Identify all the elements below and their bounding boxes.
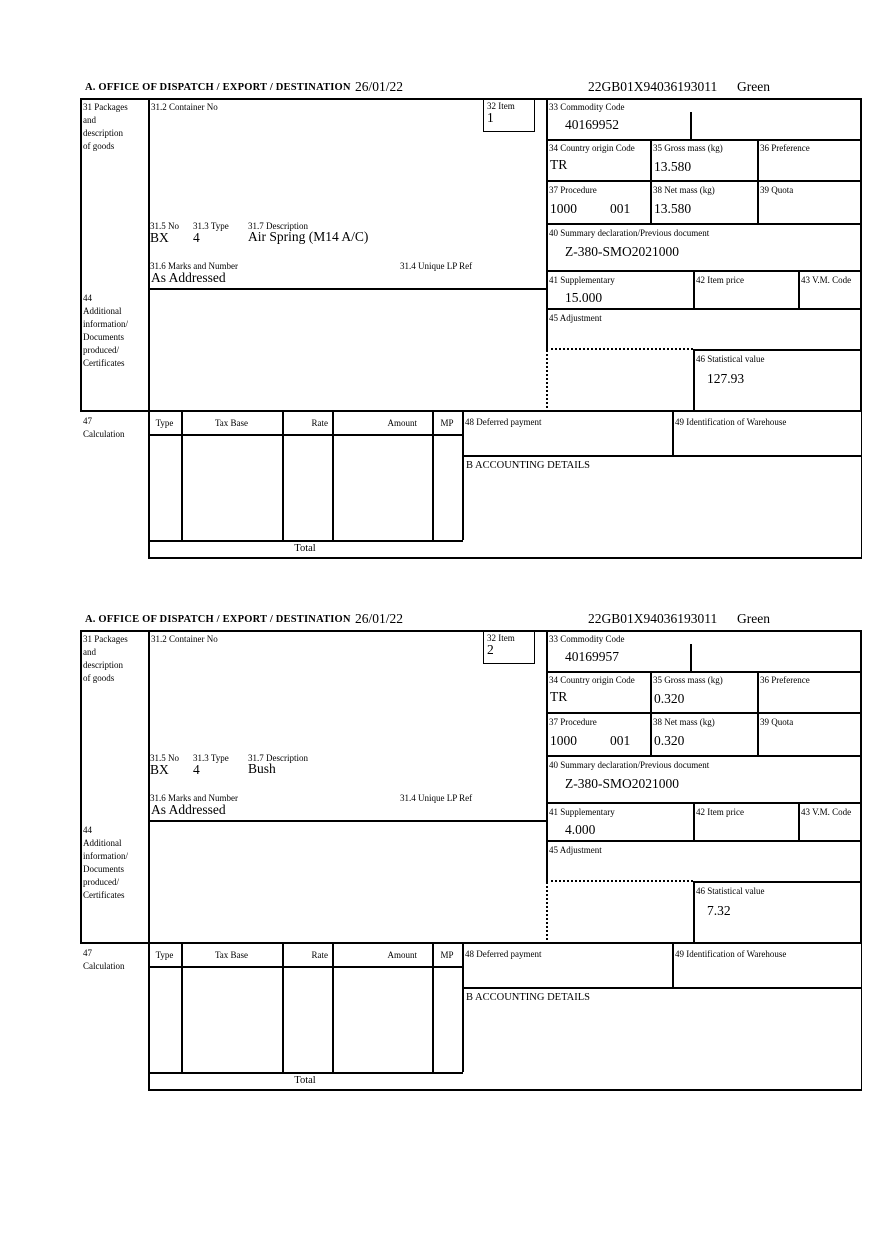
box34-label: 34 Country origin Code <box>549 143 635 153</box>
divider-line <box>546 671 862 673</box>
package-no-value: BX <box>150 230 169 245</box>
supplementary-value: 4.000 <box>565 822 596 837</box>
table-header-tax-base: Tax Base <box>214 418 249 428</box>
total-label: Total <box>294 1075 316 1086</box>
divider-line <box>462 944 464 1072</box>
box34-label: 34 Country origin Code <box>549 675 635 685</box>
divider-line <box>462 987 862 989</box>
divider-line <box>672 412 674 455</box>
divider-line <box>546 712 862 714</box>
box44-label: produced/ <box>83 877 119 887</box>
declaration-reference: 22GB01X94036193011 <box>588 611 718 626</box>
marks-value: As Addressed <box>151 270 226 285</box>
statistical-value: 7.32 <box>707 903 731 918</box>
box35-label: 35 Gross mass (kg) <box>653 675 723 685</box>
divider-line <box>693 270 695 308</box>
divider-line <box>757 139 759 223</box>
divider-line <box>546 840 862 842</box>
country-origin-value: TR <box>550 157 568 172</box>
box33-label: 33 Commodity Code <box>549 634 625 644</box>
box31-label: and <box>83 647 96 657</box>
table-header-mp: MP <box>440 950 454 960</box>
box31-label: description <box>83 128 123 138</box>
box31-label: and <box>83 115 96 125</box>
table-column-line <box>282 412 284 540</box>
table-header-line <box>148 434 463 436</box>
divider-line <box>462 455 862 457</box>
box46-label: 46 Statistical value <box>696 354 765 364</box>
box44-label: Documents <box>83 864 124 874</box>
box31-label: 31 Packages <box>83 634 128 644</box>
dotted-divider-line <box>546 880 693 882</box>
net-mass-value: 13.580 <box>654 201 692 216</box>
box31-7-label: 31.7 Description <box>248 221 308 231</box>
box44-label: information/ <box>83 319 128 329</box>
office-of-dispatch-heading: A. OFFICE OF DISPATCH / EXPORT / DESTINATION <box>85 614 351 625</box>
box48-label: 48 Deferred payment <box>465 949 542 959</box>
dotted-divider-line <box>546 348 693 350</box>
country-origin-value: TR <box>550 689 568 704</box>
divider-line <box>148 288 546 290</box>
divider-line <box>148 1072 463 1074</box>
procedure-extra-value: 001 <box>610 733 631 748</box>
box31-4-label: 31.4 Unique LP Ref <box>400 793 473 803</box>
box35-label: 35 Gross mass (kg) <box>653 143 723 153</box>
item-number-value: 1 <box>487 110 494 125</box>
box44-label: Certificates <box>83 890 125 900</box>
box37-label: 37 Procedure <box>549 185 597 195</box>
declaration-item-form <box>80 610 862 1100</box>
bottom-border-line <box>148 1089 862 1091</box>
box43-label: 43 V.M. Code <box>801 807 852 817</box>
table-column-line <box>432 944 434 1072</box>
gross-mass-value: 0.320 <box>654 691 685 706</box>
box31-3-label: 31.3 Type <box>193 753 229 763</box>
box42-label: 42 Item price <box>696 275 744 285</box>
declaration-reference: 22GB01X94036193011 <box>588 79 718 94</box>
box41-label: 41 Supplementary <box>549 807 615 817</box>
box45-label: 45 Adjustment <box>549 845 602 855</box>
table-column-line <box>181 944 183 1072</box>
table-header-type: Type <box>155 950 174 960</box>
box46-label: 46 Statistical value <box>696 886 765 896</box>
net-mass-value: 0.320 <box>654 733 685 748</box>
box39-label: 39 Quota <box>760 717 794 727</box>
declaration-date: 26/01/22 <box>355 79 404 94</box>
divider-line <box>650 671 652 755</box>
box49-label: 49 Identification of Warehouse <box>675 417 787 427</box>
box44-label: Certificates <box>83 358 125 368</box>
divider-line <box>861 412 863 559</box>
route-status: Green <box>737 611 770 626</box>
previous-document-value: Z-380-SMO2021000 <box>565 244 679 259</box>
box41-label: 41 Supplementary <box>549 275 615 285</box>
procedure-extra-value: 001 <box>610 201 631 216</box>
divider-line <box>693 881 695 944</box>
item-number-value: 2 <box>487 642 494 657</box>
divider-line <box>148 98 150 412</box>
commodity-code-divider <box>690 644 692 671</box>
divider-line <box>693 349 862 351</box>
package-type-value: 4 <box>193 762 200 777</box>
goods-description-value: Air Spring (M14 A/C) <box>248 229 369 244</box>
box31-6-label: 31.6 Marks and Number <box>150 793 238 803</box>
table-column-line <box>181 412 183 540</box>
box31-5-label: 31.5 No <box>150 753 179 763</box>
box31-label: description <box>83 660 123 670</box>
table-column-line <box>332 944 334 1072</box>
box31-2-label: 31.2 Container No <box>151 102 218 112</box>
declaration-date: 26/01/22 <box>355 611 404 626</box>
box44-label: produced/ <box>83 345 119 355</box>
box42-label: 42 Item price <box>696 807 744 817</box>
table-header-rate: Rate <box>311 950 328 960</box>
divider-line <box>546 802 862 804</box>
box48-label: 48 Deferred payment <box>465 417 542 427</box>
box31-label: of goods <box>83 141 115 151</box>
box44-label: 44 <box>83 293 92 303</box>
marks-value: As Addressed <box>151 802 226 817</box>
table-column-line <box>282 944 284 1072</box>
box44-label: 44 <box>83 825 92 835</box>
accounting-details-label: B ACCOUNTING DETAILS <box>466 992 590 1003</box>
box38-label: 38 Net mass (kg) <box>653 185 715 195</box>
divider-line <box>546 223 862 225</box>
declaration-item-form <box>80 78 862 568</box>
box47-label: 47 <box>83 948 92 958</box>
table-header-line <box>148 966 463 968</box>
divider-line <box>546 755 862 757</box>
main-form-border <box>80 630 862 944</box>
box44-label: Additional <box>83 838 122 848</box>
divider-line <box>546 308 862 310</box>
office-of-dispatch-heading: A. OFFICE OF DISPATCH / EXPORT / DESTINATION <box>85 82 351 93</box>
divider-line <box>462 412 464 540</box>
box44-label: Documents <box>83 332 124 342</box>
box47-label: Calculation <box>83 429 125 439</box>
box49-label: 49 Identification of Warehouse <box>675 949 787 959</box>
bottom-border-line <box>148 557 862 559</box>
box45-label: 45 Adjustment <box>549 313 602 323</box>
route-status: Green <box>737 79 770 94</box>
main-form-border <box>80 98 862 412</box>
box40-label: 40 Summary declaration/Previous document <box>549 760 710 770</box>
procedure-value: 1000 <box>550 201 577 216</box>
box47-label: 47 <box>83 416 92 426</box>
box36-label: 36 Preference <box>760 675 810 685</box>
divider-line <box>693 349 695 412</box>
divider-line <box>148 630 150 944</box>
box31-2-label: 31.2 Container No <box>151 634 218 644</box>
table-header-mp: MP <box>440 418 454 428</box>
box31-3-label: 31.3 Type <box>193 221 229 231</box>
divider-line <box>672 944 674 987</box>
divider-line <box>798 802 800 840</box>
divider-line <box>546 270 862 272</box>
box31-4-label: 31.4 Unique LP Ref <box>400 261 473 271</box>
statistical-value: 127.93 <box>707 371 745 386</box>
table-column-line <box>432 412 434 540</box>
divider-line <box>546 180 862 182</box>
box31-6-label: 31.6 Marks and Number <box>150 261 238 271</box>
box44-label: information/ <box>83 851 128 861</box>
box31-label: 31 Packages <box>83 102 128 112</box>
dotted-divider-line <box>546 350 548 412</box>
package-type-value: 4 <box>193 230 200 245</box>
box39-label: 39 Quota <box>760 185 794 195</box>
divider-line <box>798 270 800 308</box>
box43-label: 43 V.M. Code <box>801 275 852 285</box>
commodity-code-divider <box>690 112 692 139</box>
dotted-divider-line <box>546 882 548 944</box>
box44-label: Additional <box>83 306 122 316</box>
table-header-type: Type <box>155 418 174 428</box>
box47-label: Calculation <box>83 961 125 971</box>
package-no-value: BX <box>150 762 169 777</box>
supplementary-value: 15.000 <box>565 290 603 305</box>
commodity-code-value: 40169952 <box>565 117 619 132</box>
box40-label: 40 Summary declaration/Previous document <box>549 228 710 238</box>
previous-document-value: Z-380-SMO2021000 <box>565 776 679 791</box>
box37-label: 37 Procedure <box>549 717 597 727</box>
box32-label: 32 Item <box>487 101 515 111</box>
goods-description-value: Bush <box>248 761 276 776</box>
divider-line <box>546 139 862 141</box>
box31-5-label: 31.5 No <box>150 221 179 231</box>
divider-line <box>148 540 463 542</box>
box38-label: 38 Net mass (kg) <box>653 717 715 727</box>
divider-line <box>650 139 652 223</box>
box33-label: 33 Commodity Code <box>549 102 625 112</box>
divider-line <box>757 671 759 755</box>
box36-label: 36 Preference <box>760 143 810 153</box>
divider-line <box>148 820 546 822</box>
gross-mass-value: 13.580 <box>654 159 692 174</box>
commodity-code-value: 40169957 <box>565 649 619 664</box>
table-header-amount: Amount <box>387 418 417 428</box>
table-header-tax-base: Tax Base <box>214 950 249 960</box>
accounting-details-label: B ACCOUNTING DETAILS <box>466 460 590 471</box>
table-header-amount: Amount <box>387 950 417 960</box>
divider-line <box>861 944 863 1091</box>
box32-label: 32 Item <box>487 633 515 643</box>
box31-7-label: 31.7 Description <box>248 753 308 763</box>
table-header-rate: Rate <box>311 418 328 428</box>
divider-line <box>693 881 862 883</box>
procedure-value: 1000 <box>550 733 577 748</box>
table-column-line <box>332 412 334 540</box>
total-label: Total <box>294 543 316 554</box>
box31-label: of goods <box>83 673 115 683</box>
divider-line <box>693 802 695 840</box>
